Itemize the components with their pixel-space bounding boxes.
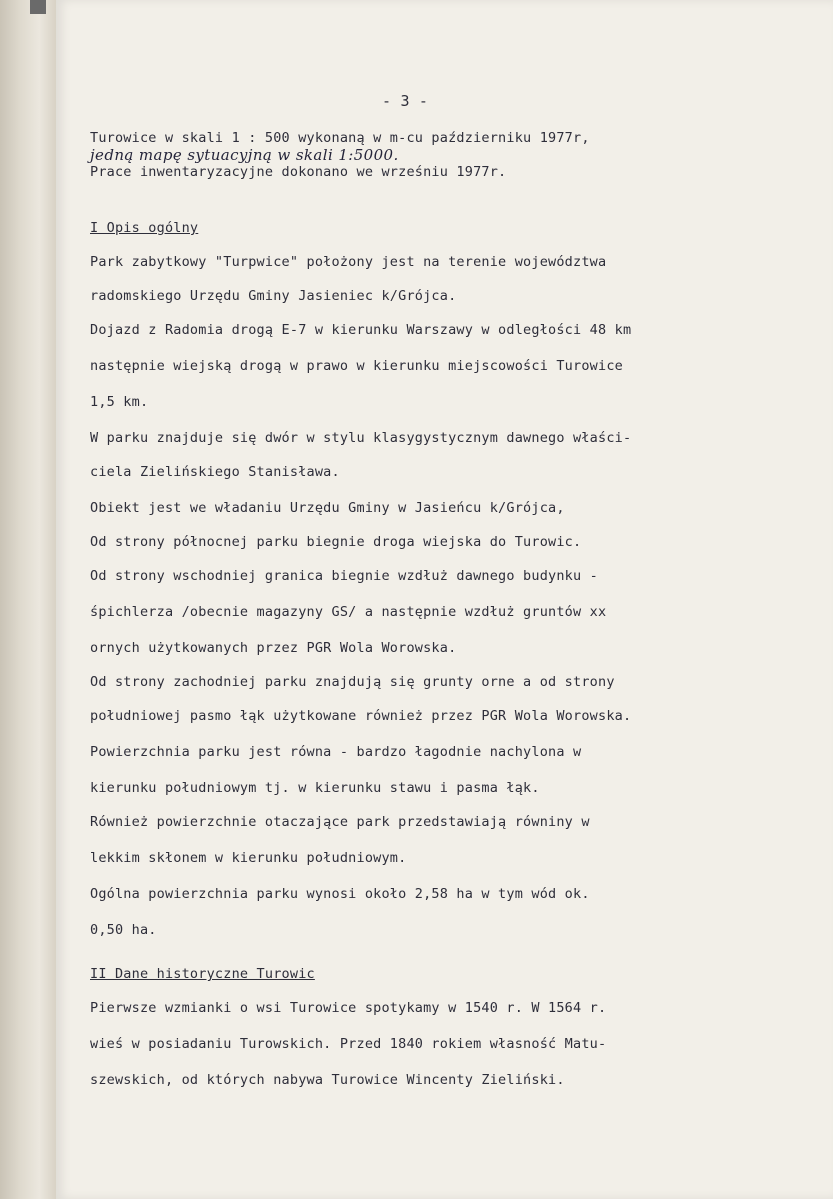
text-line: południowej pasmo łąk użytkowane również przez PGR Wola Worowska. [90,708,632,724]
section-heading-general: I Opis ogólny [90,220,199,236]
handwritten-note: jedną mapę sytuacyjną w skali 1:5000. [90,146,399,164]
binder-clip [30,0,46,14]
text-line: W parku znajduje się dwór w stylu klasygystycznym dawnego właści- [90,430,632,446]
text-line: Park zabytkowy "Turpwice" położony jest na terenie województwa [90,254,607,270]
text-line: następnie wiejską drogą w prawo w kierunku miejscowości Turowice [90,358,623,374]
text-line: Od strony północnej parku biegnie droga wiejska do Turowic. [90,534,582,550]
intro-line-3: Prace inwentaryzacyjne dokonano we wrześniu 1977r. [90,164,507,180]
text-line: lekkim skłonem w kierunku południowym. [90,850,407,866]
text-line: 1,5 km. [90,394,149,410]
page-number: - 3 - [382,92,429,110]
text-line: Obiekt jest we władaniu Urzędu Gminy w Jasieńcu k/Grójca, [90,500,565,516]
text-line: wieś w posiadaniu Turowskich. Przed 1840 rokiem własność Matu- [90,1036,607,1052]
book-binding-edge [0,0,57,1199]
text-line: ciela Zielińskiego Stanisława. [90,464,340,480]
text-line: Również powierzchnie otaczające park przedstawiają równiny w [90,814,590,830]
text-line: śpichlerza /obecnie magazyny GS/ a następnie wzdłuż gruntów xx [90,604,607,620]
text-line: kierunku południowym tj. w kierunku stawu i pasma łąk. [90,780,540,796]
text-line: radomskiego Urzędu Gminy Jasieniec k/Grójca. [90,288,457,304]
intro-line-1: Turowice w skali 1 : 500 wykonaną w m-cu październiku 1977r, [90,130,590,146]
section-heading-history: II Dane historyczne Turowic [90,966,315,982]
text-line: Ogólna powierzchnia parku wynosi około 2,58 ha w tym wód ok. [90,886,590,902]
text-line: Od strony zachodniej parku znajdują się grunty orne a od strony [90,674,615,690]
text-line: Powierzchnia parku jest równa - bardzo łagodnie nachylona w [90,744,582,760]
text-line: 0,50 ha. [90,922,157,938]
text-line: Dojazd z Radomia drogą E-7 w kierunku Warszawy w odległości 48 km [90,322,632,338]
text-line: Od strony wschodniej granica biegnie wzdłuż dawnego budynku - [90,568,598,584]
text-line: szewskich, od których nabywa Turowice Wincenty Zieliński. [90,1072,565,1088]
text-line: Pierwsze wzmianki o wsi Turowice spotykamy w 1540 r. W 1564 r. [90,1000,607,1016]
text-line: ornych użytkowanych przez PGR Wola Worowska. [90,640,457,656]
